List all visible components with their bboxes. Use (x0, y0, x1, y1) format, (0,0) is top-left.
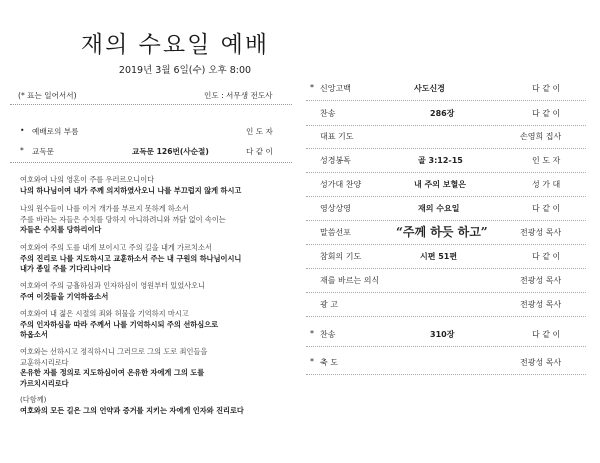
item-person: 전광성 목사 (520, 358, 562, 367)
order-item-scripture (306, 150, 586, 173)
item-person: 인 도 자 (532, 156, 561, 165)
item-label: 재를 바르는 의식 (320, 276, 380, 285)
standing-note: (* 표는 일어서서) (18, 91, 77, 100)
item-label: 성경봉독 (320, 156, 351, 165)
order-item-benediction (306, 352, 586, 375)
scripture-block-3 (20, 243, 290, 275)
response-line: 가르치시리로다 (20, 378, 69, 388)
order-item-video (306, 198, 586, 221)
bullet: * (20, 146, 24, 155)
item-person: 인 도 자 (246, 127, 273, 136)
bullet: * (310, 329, 314, 338)
item-label: 교독문 (32, 147, 55, 156)
leader-name: 인도 : 서무생 전도사 (204, 91, 273, 100)
scripture-block-1 (20, 175, 290, 196)
response-line: 내가 종일 주를 기다리나이다 (20, 264, 111, 273)
item-label: 신앙고백 (320, 84, 351, 93)
sermon-title: “주께 하듯 하고” (396, 225, 488, 239)
order-item-confession (306, 246, 586, 269)
leader-line: 주를 바라는 자들은 수치를 당하지 아니하려니와 까닭 없이 속이는 (20, 214, 226, 224)
response-line: 나의 하나님이여 내가 주께 의지하였사오니 나를 부끄럽지 않게 하시고 (20, 185, 242, 195)
order-item-closing-hymn (306, 324, 586, 347)
item-label: 말씀선포 (320, 228, 351, 237)
order-item-sermon (306, 222, 586, 245)
scripture-block-7 (20, 395, 290, 416)
item-detail: 사도신경 (414, 84, 445, 93)
item-person: 손영희 집사 (520, 132, 562, 141)
item-detail: 286장 (430, 109, 455, 118)
item-person: 다 같 이 (532, 109, 561, 118)
scripture-block-4 (20, 281, 290, 302)
item-person: 전광성 목사 (520, 276, 562, 285)
divider (10, 162, 292, 163)
item-label: 찬송 (320, 330, 336, 339)
leader-line: 여호와는 선하시고 정직하시니 그러므로 그의 도로 죄인들을 (20, 347, 208, 356)
response-line: 주의 진리로 나를 지도하시고 교훈하소서 주는 내 구원의 하나님이시니 (20, 253, 242, 263)
item-detail: 310장 (430, 330, 455, 339)
item-person: 다 같 이 (246, 147, 273, 156)
item-person: 전광성 목사 (520, 228, 562, 237)
item-person: 다 같 이 (532, 252, 561, 261)
list-item-call-to-worship (14, 126, 296, 138)
response-line: 자들은 수치를 당하리이다 (20, 225, 102, 234)
response-line: 온유한 자를 정의로 지도하심이여 온유한 자에게 그의 도를 (20, 368, 205, 377)
item-label: 참회의 기도 (320, 252, 362, 261)
page-title: 재의 수요일 예배 (80, 32, 270, 58)
item-label: 축 도 (320, 358, 338, 367)
item-detail: 시편 51편 (420, 252, 458, 261)
item-detail: 재의 수요일 (418, 204, 460, 213)
order-item-hymn (306, 103, 586, 126)
note-row (14, 90, 296, 102)
item-person: 다 같 이 (532, 84, 561, 93)
item-detail: 내 주의 보혈은 (414, 180, 466, 189)
order-item-creed (306, 78, 586, 101)
scripture-block-2 (20, 204, 290, 236)
response-line: 주의 인자하심을 따라 주께서 나를 기억하시되 주의 선하심으로 (20, 319, 219, 329)
response-line: 주여 이것들을 기억하옵소서 (20, 291, 109, 301)
item-person: 전광성 목사 (520, 300, 562, 309)
leader-line: 여호와여 주의 긍휼하심과 인자하심이 영원부터 있었사오니 (20, 281, 206, 290)
order-item-announcements (306, 294, 586, 317)
bullet: • (20, 126, 25, 135)
leader-line: 여호와여 나의 영혼이 주를 우러르오니이다 (20, 175, 155, 184)
bullet: * (310, 357, 314, 366)
item-person: 다 같 이 (532, 204, 561, 213)
leader-line: 교훈하시리로다 (20, 357, 69, 367)
leader-line: (다함께) (20, 395, 47, 404)
list-item-responsive-reading (14, 146, 296, 158)
item-person: 다 같 이 (532, 330, 561, 339)
order-item-prayer (306, 126, 586, 149)
item-label: 찬송 (320, 109, 336, 118)
scripture-block-5 (20, 309, 290, 341)
leader-line: 여호와여 주의 도를 내게 보이시고 주의 길을 내게 가르치소서 (20, 243, 212, 252)
item-label: 성가대 찬양 (320, 180, 362, 189)
order-item-ashes (306, 270, 586, 293)
service-date: 2019년 3월 6일(수) 오후 8:00 (118, 65, 252, 76)
scripture-block-6 (20, 347, 290, 389)
bullet: * (310, 83, 314, 92)
response-line: 여호와의 모든 길은 그의 언약과 증거를 지키는 자에게 인자와 진리로다 (20, 405, 244, 415)
response-line: 하옵소서 (20, 330, 48, 339)
divider (10, 104, 292, 105)
item-label: 예배로의 부름 (32, 127, 79, 136)
item-person: 성 가 대 (532, 180, 561, 189)
item-detail: 골 3:12-15 (418, 156, 463, 165)
order-item-choir (306, 174, 586, 197)
item-label: 대표 기도 (320, 132, 354, 141)
item-label: 광 고 (320, 300, 338, 309)
reading-title: 교독문 126번(사순절) (132, 147, 209, 156)
leader-line: 나의 원수들이 나를 이겨 개가를 부르지 못하게 하소서 (20, 204, 189, 213)
item-label: 영상상영 (320, 204, 351, 213)
leader-line: 여호와여 내 젊은 시절의 죄와 허물을 기억하지 마시고 (20, 309, 189, 318)
